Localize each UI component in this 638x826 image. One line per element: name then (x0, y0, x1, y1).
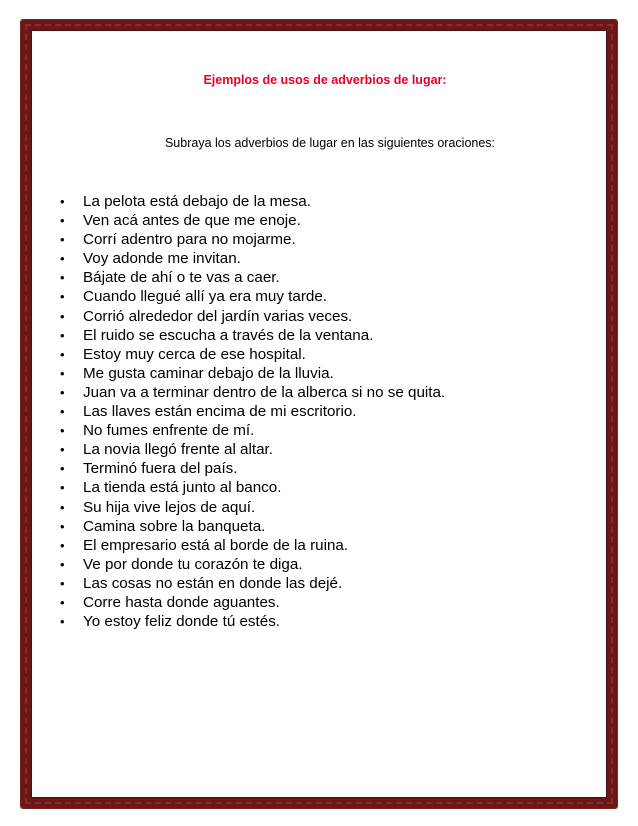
sentence-item (58, 268, 445, 287)
bullet-icon: • (60, 499, 65, 515)
sentence-text: Bájate de ahí o te vas a caer. (83, 269, 280, 287)
sentence-item (58, 287, 445, 306)
bullet-icon: • (60, 232, 65, 248)
bullet-icon: • (60, 556, 65, 572)
sentence-text: Camina sobre la banqueta. (83, 517, 266, 535)
sentence-item (58, 192, 445, 211)
bullet-icon: • (60, 461, 65, 477)
worksheet-title: Ejemplos de usos de adverbios de lugar: (203, 73, 447, 87)
sentence-item (58, 440, 445, 459)
sentence-item (58, 364, 445, 383)
sentence-text: La tienda está junto al banco. (83, 479, 282, 497)
bullet-icon: • (60, 289, 65, 305)
bullet-icon: • (60, 251, 65, 267)
sentence-item (58, 612, 445, 631)
bullet-icon: • (60, 365, 65, 381)
sentence-text: La novia llegó frente al altar. (83, 441, 273, 459)
bullet-icon: • (60, 594, 65, 610)
sentence-item (58, 593, 445, 612)
sentence-item (58, 383, 445, 402)
sentence-text: Cuando llegué allí ya era muy tarde. (83, 288, 327, 306)
bullet-icon: • (60, 270, 65, 286)
sentence-text: El ruido se escucha a través de la ventana. (83, 326, 374, 344)
sentence-text: Me gusta caminar debajo de la lluvia. (83, 364, 334, 382)
sentence-text: Las cosas no están en donde las dejé. (83, 574, 343, 592)
sentence-item (58, 307, 445, 326)
sentence-item (58, 459, 445, 478)
bullet-icon: • (60, 480, 65, 496)
sentence-item (58, 326, 445, 345)
bullet-icon: • (60, 423, 65, 439)
sentence-item (58, 498, 445, 517)
sentence-text: Las llaves están encima de mi escritorio. (83, 403, 357, 421)
sentence-text: Estoy muy cerca de ese hospital. (83, 345, 306, 363)
sentence-item (58, 517, 445, 536)
bullet-icon: • (60, 213, 65, 229)
sentence-text: Corrió alrededor del jardín varias veces. (83, 307, 353, 325)
worksheet-instruction: Subraya los adverbios de lugar en las siguientes oraciones: (164, 136, 496, 150)
sentence-item (58, 211, 445, 230)
sentence-text: Ven acá antes de que me enoje. (83, 212, 301, 230)
sentence-item (58, 421, 445, 440)
sentence-item (58, 478, 445, 497)
sentence-text: Su hija vive lejos de aquí. (83, 498, 256, 516)
sentence-text: No fumes enfrente de mí. (83, 422, 255, 440)
bullet-icon: • (60, 346, 65, 362)
sentence-text: Corre hasta donde aguantes. (83, 593, 280, 611)
sentence-text: Voy adonde me invitan. (83, 250, 241, 268)
bullet-icon: • (60, 194, 65, 209)
bullet-icon: • (60, 327, 65, 343)
sentence-item (58, 402, 445, 421)
bullet-icon: • (60, 575, 65, 591)
sentence-text: La pelota está debajo de la mesa. (83, 193, 311, 210)
sentence-item (58, 345, 445, 364)
sentence-item (58, 249, 445, 268)
bullet-icon: • (60, 384, 65, 400)
sentence-text: El empresario está al borde de la ruina. (83, 536, 349, 554)
bullet-icon: • (60, 614, 65, 630)
bullet-icon: • (60, 404, 65, 420)
sentence-text: Corrí adentro para no mojarme. (83, 231, 296, 249)
sentence-text: Juan va a terminar dentro de la alberca si no se quita. (83, 383, 446, 401)
bullet-icon: • (60, 518, 65, 534)
sentence-text: Terminó fuera del país. (83, 460, 238, 478)
sentence-text: Yo estoy feliz donde tú estés. (83, 613, 281, 631)
sentence-item (58, 536, 445, 555)
sentence-item (58, 555, 445, 574)
sentence-item (58, 574, 445, 593)
sentence-list (58, 192, 445, 631)
sentence-item (58, 230, 445, 249)
sentence-text: Ve por donde tu corazón te diga. (83, 555, 303, 573)
bullet-icon: • (60, 442, 65, 458)
bullet-icon: • (60, 308, 65, 324)
bullet-icon: • (60, 537, 65, 553)
